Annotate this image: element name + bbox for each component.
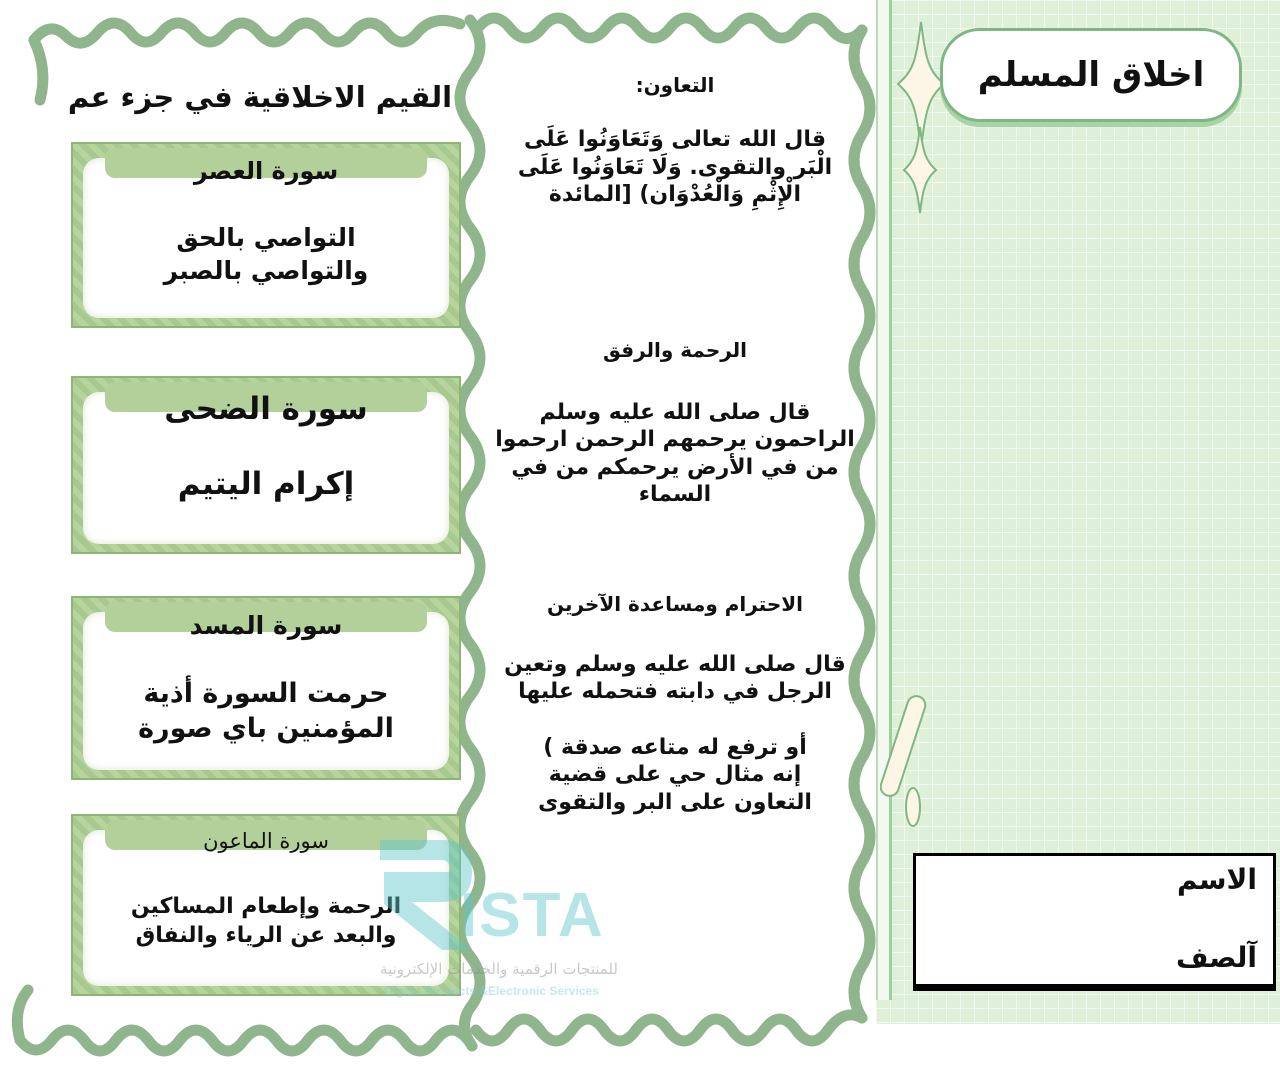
surah-name: سورة الماعون [203,829,329,853]
surah-card-asr [71,142,461,328]
surah-card-duha [71,376,461,554]
surah-name: سورة المسد [189,611,343,640]
section-title-respect: الاحترام ومساعدة الآخرين [546,591,803,616]
surah-name: سورة العصر [193,157,339,185]
student-info-box [913,853,1276,987]
watermark-logo [372,832,652,1007]
section-text-respect-2: أو ترفع له متاعه صدقة ) إنه مثال حي على قضية التعاون على البر والتقوى [538,734,812,815]
brochure-title-badge [940,28,1242,122]
cover-fold-edge [876,0,892,1000]
section-title-cooperation: التعاون: [635,73,715,97]
middle-panel [495,60,855,816]
section-text-cooperation: قال الله تعالى وَتَعَاوَنُوا عَلَى الْبَر والتقوى. وَلَا تَعَاوَنُوا عَلَى الْإِثْمِ وَالْعُدْوَان) [المائدة [517,127,833,207]
card-content [83,612,449,770]
surah-value: التواصي بالحق والتواصي بالصبر [163,223,369,285]
watermark-arabic: للمنتجات الرقمية والخدمات الإلكترونية [380,960,618,978]
dot-shape-icon [903,785,923,829]
section-text-respect: قال صلى الله عليه وسلم وتعين الرجل في دابته فتحمله عليها [504,651,846,704]
name-label: الاسم [1177,863,1257,896]
sparkle-icon [902,125,938,215]
surah-card-masad [71,596,461,780]
surah-value: إكرام اليتيم [177,466,355,503]
surah-value: الرحمة وإطعام المساكين والبعد عن الرياء والنفاق [130,894,402,948]
card-content [83,392,449,544]
section-text-mercy: قال صلى الله عليه وسلم الراحمون يرحمهم الرحمن ارحموا من في الأرض يرحمكم من في السماء [495,399,855,507]
surah-value: حرمت السورة أذية المؤمنين باي صورة [138,677,394,744]
watermark-english: Digital Products &Electronic Services [384,984,599,998]
card-content [83,158,449,318]
watermark-brand: ISTA [460,881,605,950]
section-title-mercy: الرحمة والرفق [602,337,748,362]
moral-values-heading: القيم الاخلاقية في جزء عم [67,80,453,114]
brochure-title: اخلاق المسلم [977,55,1205,95]
surah-name: سورة الضحى [164,391,368,427]
class-label: آلصف [1175,941,1257,974]
